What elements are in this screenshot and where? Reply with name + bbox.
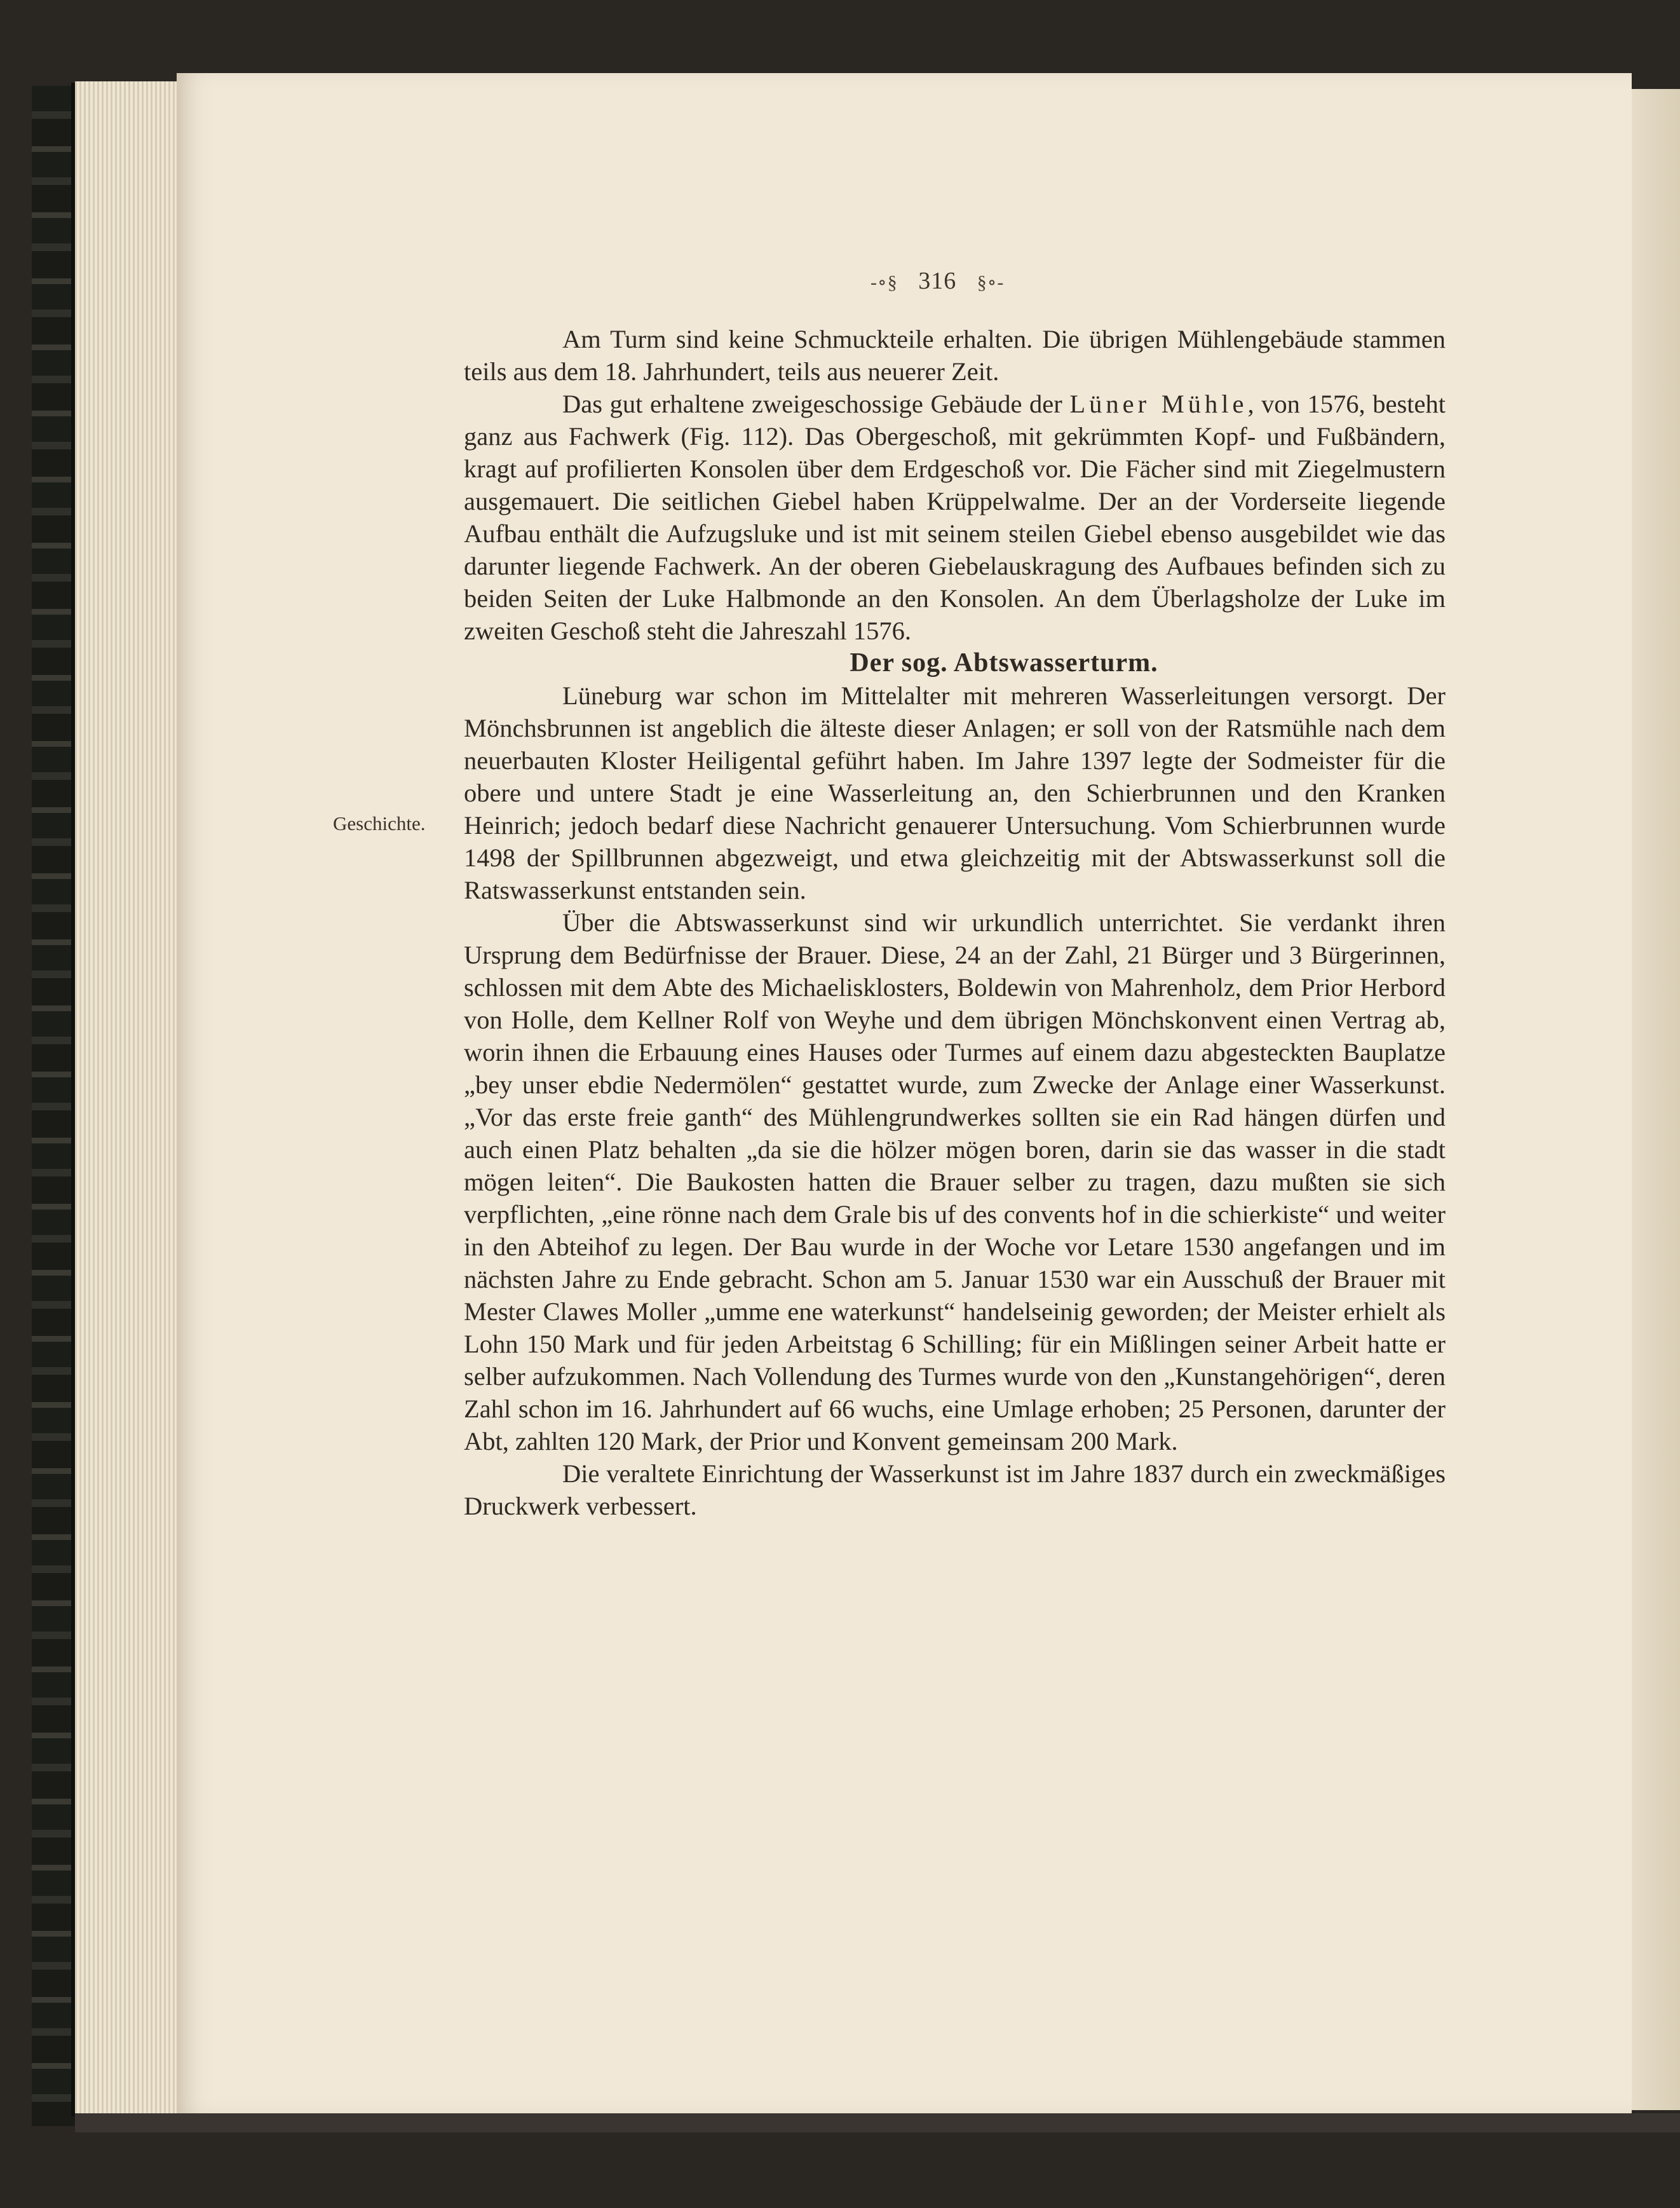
paragraph: Über die Abtswasserkunst sind wir urkundlich unterrichtet. Sie verdankt ihren Ursprung dem Bedürfnisse der Brauer. Diese, 24 an der Zahl, 21 Bürger und 3 Bürgerinnen, schlossen mit dem Abte des Michaelisklosters, Boldewin von Mahrenholz, dem Prior Herbord von Holle, dem Kellner Rolf von Weyhe und dem übrigen Mönchskonvent einen Vertrag ab, worin ihnen die Erbauung eines Hauses oder Turmes auf einem dazu abgesteckten Bauplatze „bey unser ebdie Nedermölen“ gestattet wurde, zum Zwecke der Anlage einer Wasserkunst. „Vor das erste freie ganth“ des Mühlengrundwerkes sollten sie ein Rad hängen dürfen und auch einen Platz behalten „da sie die hölzer mögen boren, darin sie das wasser in die stadt mögen leiten“. Die Baukosten hatten die Brauer selber zu tragen, dazu mußten sie sich verpflichten, „eine rönne nach dem Grale bis uf des convents hof in die schierkiste“ und weiter in den Abteihof zu legen. Der Bau wurde in der Woche vor Letare 1530 angefangen und im nächsten Jahre zu Ende gebracht. Schon am 5. Januar 1530 war ein Ausschuß der Brauer mit Mester Clawes Moller „umme ene waterkunst“ handelseinig geworden; der Meister erhielt als Lohn 150 Mark und für jeden Arbeitstag 6 Schilling; für ein Mißlingen seiner Arbeit hatte er selber aufzukommen. Nach Vollendung des Turmes wurde von den „Kunstangehörigen“, deren Zahl schon im 16. Jahrhundert auf 66 wuchs, eine Umlage erhoben; 25 Personen, darunter der Abt, zahlten 120 Mark, der Prior und Konvent gemeinsam 200 Mark.	[464, 908, 1446, 1455]
paragraph: Am Turm sind keine Schmuckteile erhalten. Die übrigen Mühlengebäude stammen teils aus dem 18. Jahrhundert, teils aus neuerer Zeit.	[464, 325, 1446, 386]
page-body	[464, 323, 1446, 1522]
page-edges	[75, 81, 177, 2115]
paragraph: Die veraltete Einrichtung der Wasserkunst ist im Jahre 1837 durch ein zweckmäßiges Druckwerk verbessert.	[464, 1459, 1446, 1520]
section-heading: Der sog. Abtswasserturm.	[850, 648, 1158, 678]
paragraph-text: Das gut erhaltene zweigeschossige Gebäude der	[562, 390, 1070, 418]
page-number: 316	[918, 268, 957, 294]
paragraph-text: , von 1576, besteht ganz aus Fachwerk (Fig. 112). Das Obergeschoß, mit gekrümmten Kopf- und Fußbändern, kragt auf profilierten Konsolen über dem Erdgeschoß vor. Die Fächer sind mit Ziegelmustern ausgemauert. Die seitlichen Giebel haben Krüppelwalme. Der an der Vorderseite liegende Aufbau enthält die Aufzugsluke und ist mit seinem steilen Giebel ebenso ausgebildet wie das darunter liegende Fachwerk. An der oberen Giebelauskragung des Aufbaues befinden sich zu beiden Seiten der Luke Halbmonde an den Konsolen. An dem Überlagsholze der Luke im zweiten Geschoß steht die Jahreszahl 1576.	[464, 390, 1446, 645]
paragraph-luener-muehle	[464, 388, 1446, 647]
emphasis-text: Lüner Mühle	[1069, 390, 1248, 418]
ornament-left-icon: -∘§	[870, 272, 898, 293]
margin-note: Geschichte.	[333, 812, 426, 835]
next-page-edge	[1632, 89, 1680, 2110]
page-header	[870, 267, 1004, 295]
paragraph: Lüneburg war schon im Mittelalter mit mehreren Wasserleitungen versorgt. Der Mönchsbrunnen ist angeblich die älteste dieser Anlagen; er soll von der Ratsmühle nach dem neuerbauten Kloster Heiligental geführt haben. Im Jahre 1397 legte der Sodmeister für die obere und untere Stadt je eine Wasserleitung an, den Schierbrunnen und den Kranken Heinrich; jedoch bedarf diese Nachricht genauerer Untersuchung. Vom Schierbrunnen wurde 1498 der Spillbrunnen abgezweigt, und etwa gleichzeitig mit der Abtswasserkunst soll die Ratswasserkunst entstanden sein.	[464, 681, 1446, 904]
ornament-right-icon: §∘-	[977, 272, 1005, 293]
bottom-shadow	[75, 2113, 1680, 2132]
book-spine	[32, 86, 76, 2126]
